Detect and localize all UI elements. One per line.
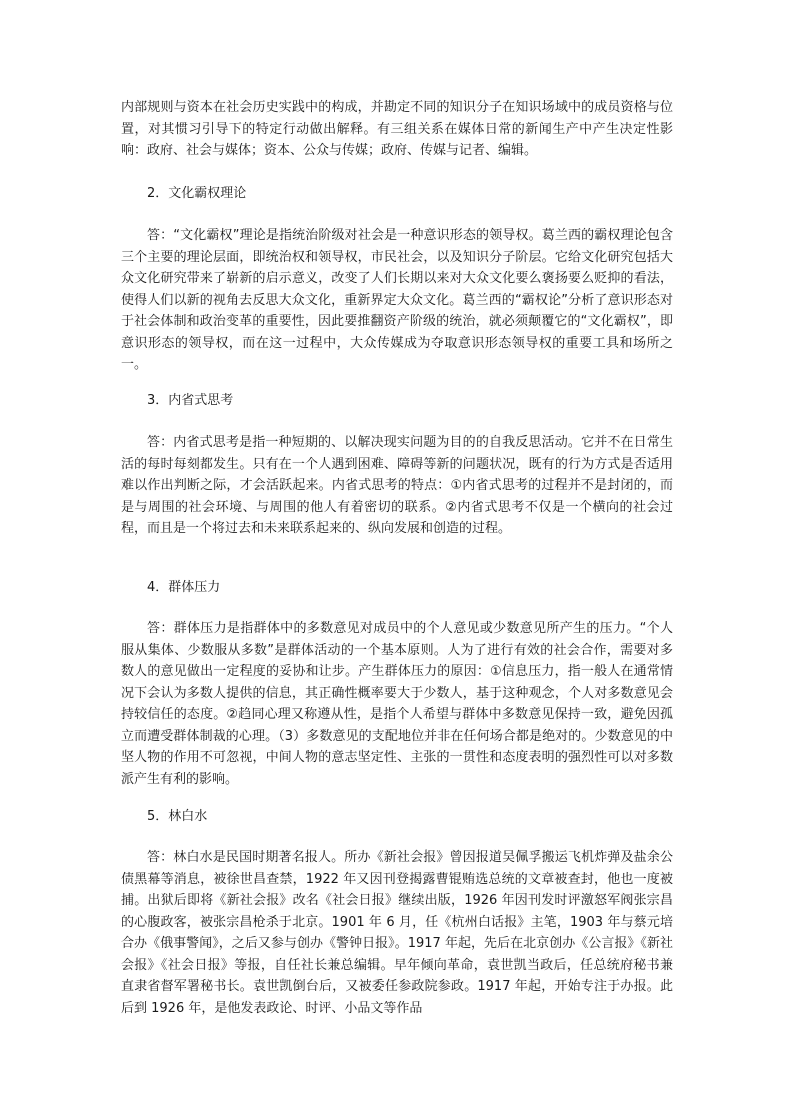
intro-paragraph: 内部规则与资本在社会历史实践中的构成，并勘定不同的知识分子在知识场域中的成员资格与位置，对其惯习引导下的特定行动做出解释。有三组关系在媒体日常的新闻生产中产生决定性影响：政府、社会与媒体；资本、公众与传媒；政府、传媒与记者、编辑。	[121, 100, 673, 158]
answer-paragraph: 答：内省式思考是指一种短期的、以解决现实问题为目的的自我反思活动。它并不在日常生活的每时每刻都发生。只有在一个人遇到困难、障碍等新的问题状况，既有的行为方式是否适用难以作出判断之际，才会活跃起来。内省式思考的特点：①内省式思考的过程并不是封闭的，而是与周围的社会环境、与周围的他人有着密切的联系。②内省式思考不仅是一个横向的社会过程，而且是一个将过去和未来联系起来的、纵向发展和创造的过程。	[121, 435, 673, 536]
answer-paragraph: 答：林白水是民国时期著名报人。所办《新社会报》曾因报道吴佩孚搬运飞机炸弹及盐余公债黑幕等消息，被徐世昌查禁，1922 年又因刊登揭露曹锟贿选总统的文章被查封，他也一度被捕。出狱后即将《新社会报》改名《社会日报》继续出版，1926 年因刊发时评激怒军阀张宗昌的心腹政客，被张宗昌枪杀于北京。1901 年 6 月，任《杭州白话报》主笔，1903 年与蔡元培合办《俄事警闻》，之后又参与创办《警钟日报》。1917 年起，先后在北京创办《公言报》《新社会报》《社会日报》等报，自任社长兼总编辑。早年倾向革命，袁世凯当政后，任总统府秘书兼直隶省督军署秘书长。袁世凯倒台后，又被委任参政院参政。1917 年起，开始专注于办报。此后到 1926 年，是他发表政论、时评、小品文等作品	[121, 850, 674, 1016]
section-answer-cultural-hegemony	[121, 225, 673, 376]
section-heading-lin-baishui: 5．林白水	[147, 809, 208, 824]
section-answer-group-pressure	[121, 618, 673, 790]
section-answer-lin-baishui	[121, 847, 673, 1019]
answer-paragraph: 答：“文化霸权”理论是指统治阶级对社会是一种意识形态的领导权。葛兰西的霸权理论包含三个主要的理论层面，即统治权和领导权，市民社会，以及知识分子阶层。它给文化研究包括大众文化研究带来了崭新的启示意义，改变了人们长期以来对大众文化要么褒扬要么贬抑的看法，使得人们以新的视角去反思大众文化，重新界定大众文化。葛兰西的“霸权论”分析了意识形态对于社会体制和政治变革的重要性，因此要推翻资产阶级的统治，就必须颠覆它的“文化霸权”，即意识形态的领导权，而在这一过程中，大众传媒成为夺取意识形态领导权的重要工具和场所之一。	[121, 228, 673, 372]
section-heading-introspective-thinking: 3．内省式思考	[147, 393, 234, 408]
section-heading-cultural-hegemony: 2．文化霸权理论	[147, 186, 247, 201]
section-answer-introspective-thinking	[121, 432, 673, 540]
section-heading-group-pressure: 4．群体压力	[147, 580, 221, 595]
answer-paragraph: 答：群体压力是指群体中的多数意见对成员中的个人意见或少数意见所产生的压力。“个人服从集体、少数服从多数”是群体活动的一个基本原则。人为了进行有效的社会合作，需要对多数人的意见做出一定程度的妥协和让步。产生群体压力的原因：①信息压力，指一般人在通常情况下会认为多数人提供的信息，其正确性概率要大于少数人，基于这种观念，个人对多数意见会持较信任的态度。②趋同心理又称遵从性，是指个人希望与群体中多数意见保持一致，避免因孤立而遭受群体制裁的心理。（3）多数意见的支配地位并非在任何场合都是绝对的。少数意见的中坚人物的作用不可忽视，中间人物的意志坚定性、主张的一贯性和态度表明的强烈性可以对多数派产生有利的影响。	[121, 621, 673, 787]
intro-paragraph-block	[121, 97, 673, 162]
